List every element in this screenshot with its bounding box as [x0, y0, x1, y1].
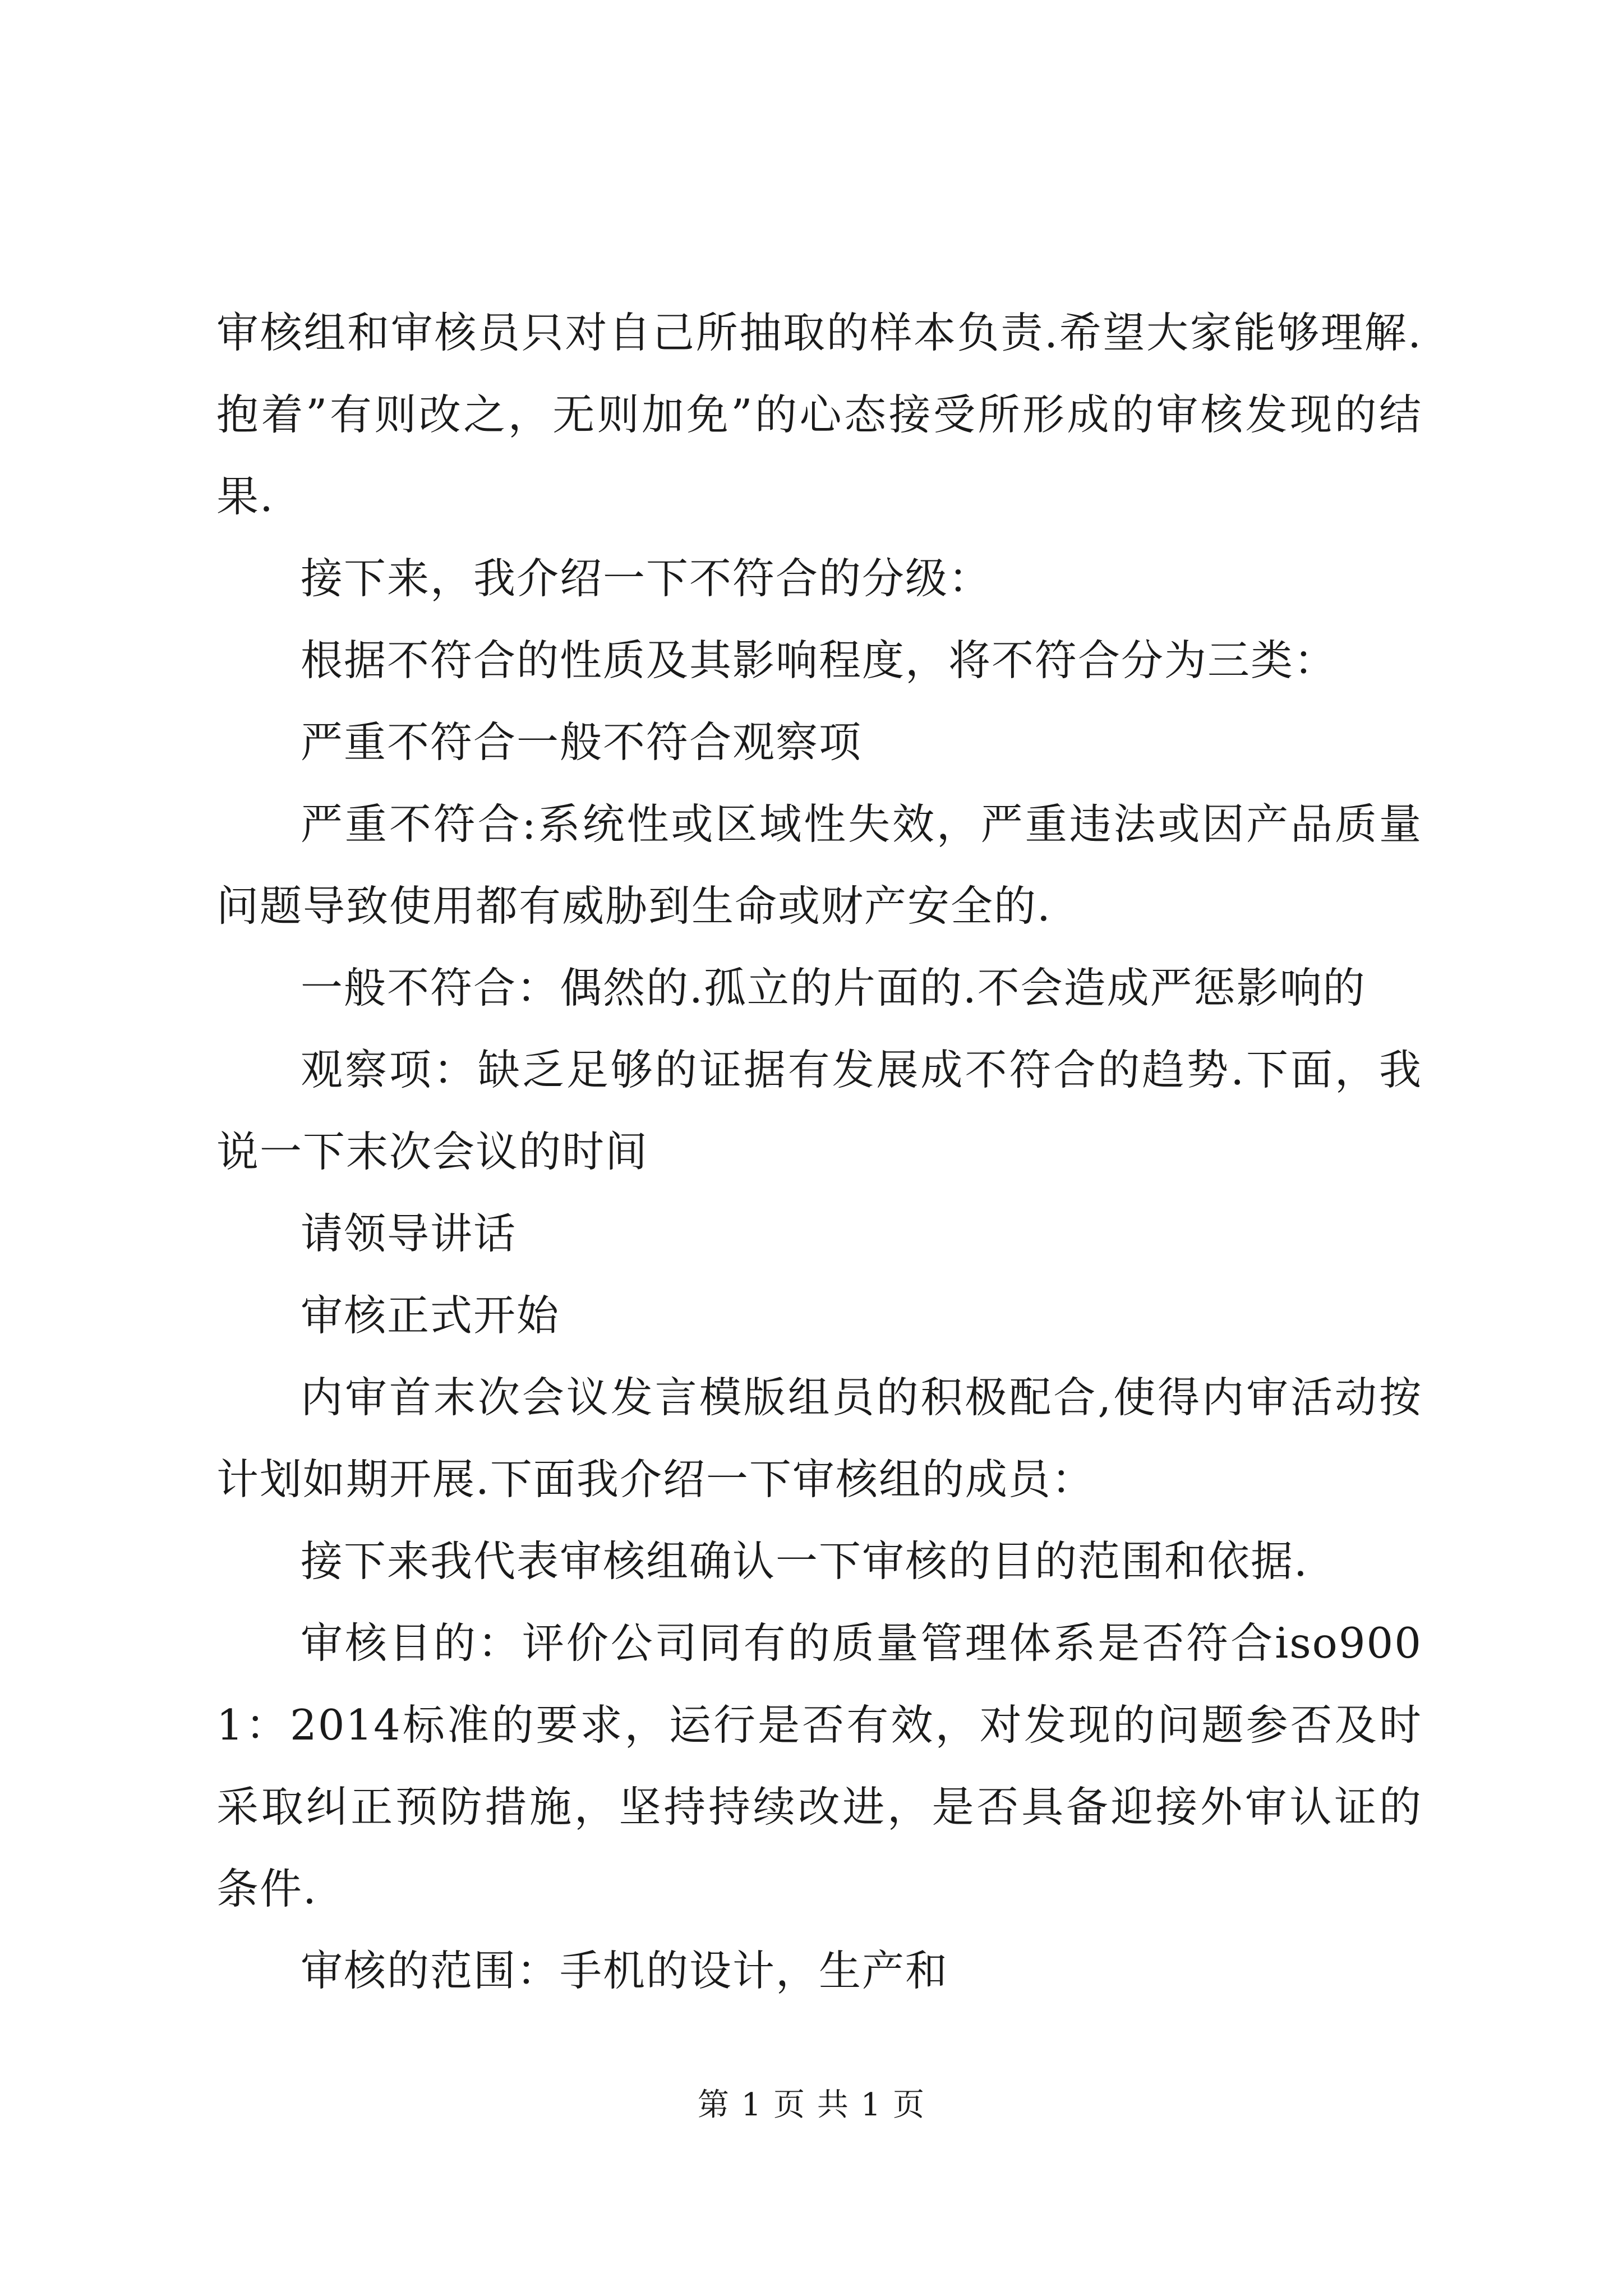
paragraph: 审核正式开始	[301, 1291, 560, 1340]
paragraph: 内审首末次会议发言模版组员的积极配合,使得内审活动按计划如期开展.下面我介绍一下审核组的成员：	[216, 1373, 1422, 1504]
paragraph: 接下来我代表审核组确认一下审核的目的范围和依据.	[301, 1536, 1308, 1586]
document-body	[216, 292, 1422, 2012]
paragraph: 接下来，我介绍一下不符合的分级：	[301, 554, 992, 603]
paragraph: 审核目的：评价公司同有的质量管理体系是否符合iso9001：2014标准的要求，运行是否有效，对发现的问题参否及时采取纠正预防措施，坚持持续改进，是否具备迎接外审认证的条件.	[216, 1618, 1422, 1913]
paragraph: 观察项：缺乏足够的证据有发展成不符合的趋势.下面，我说一下末次会议的时间	[216, 1045, 1422, 1176]
page-footer: 第 1 页 共 1 页	[697, 2087, 926, 2123]
paragraph: 审核组和审核员只对自己所抽取的样本负责.希望大家能够理解.抱着”有则改之，无则加免”的心态接受所形成的审核发现的结果.	[216, 308, 1422, 521]
paragraph: 审核的范围：手机的设计，生产和	[301, 1946, 949, 1995]
paragraph: 一般不符合：偶然的.孤立的片面的.不会造成严惩影响的	[301, 963, 1366, 1013]
paragraph: 严重不符合一般不符合观察项	[301, 717, 863, 767]
paragraph: 严重不符合:系统性或区域性失效，严重违法或因产品质量问题导致使用都有威胁到生命或财产安全的.	[216, 799, 1422, 931]
paragraph: 请领导讲话	[301, 1209, 517, 1258]
paragraph: 根据不符合的性质及其影响程度，将不符合分为三类：	[301, 636, 1338, 685]
